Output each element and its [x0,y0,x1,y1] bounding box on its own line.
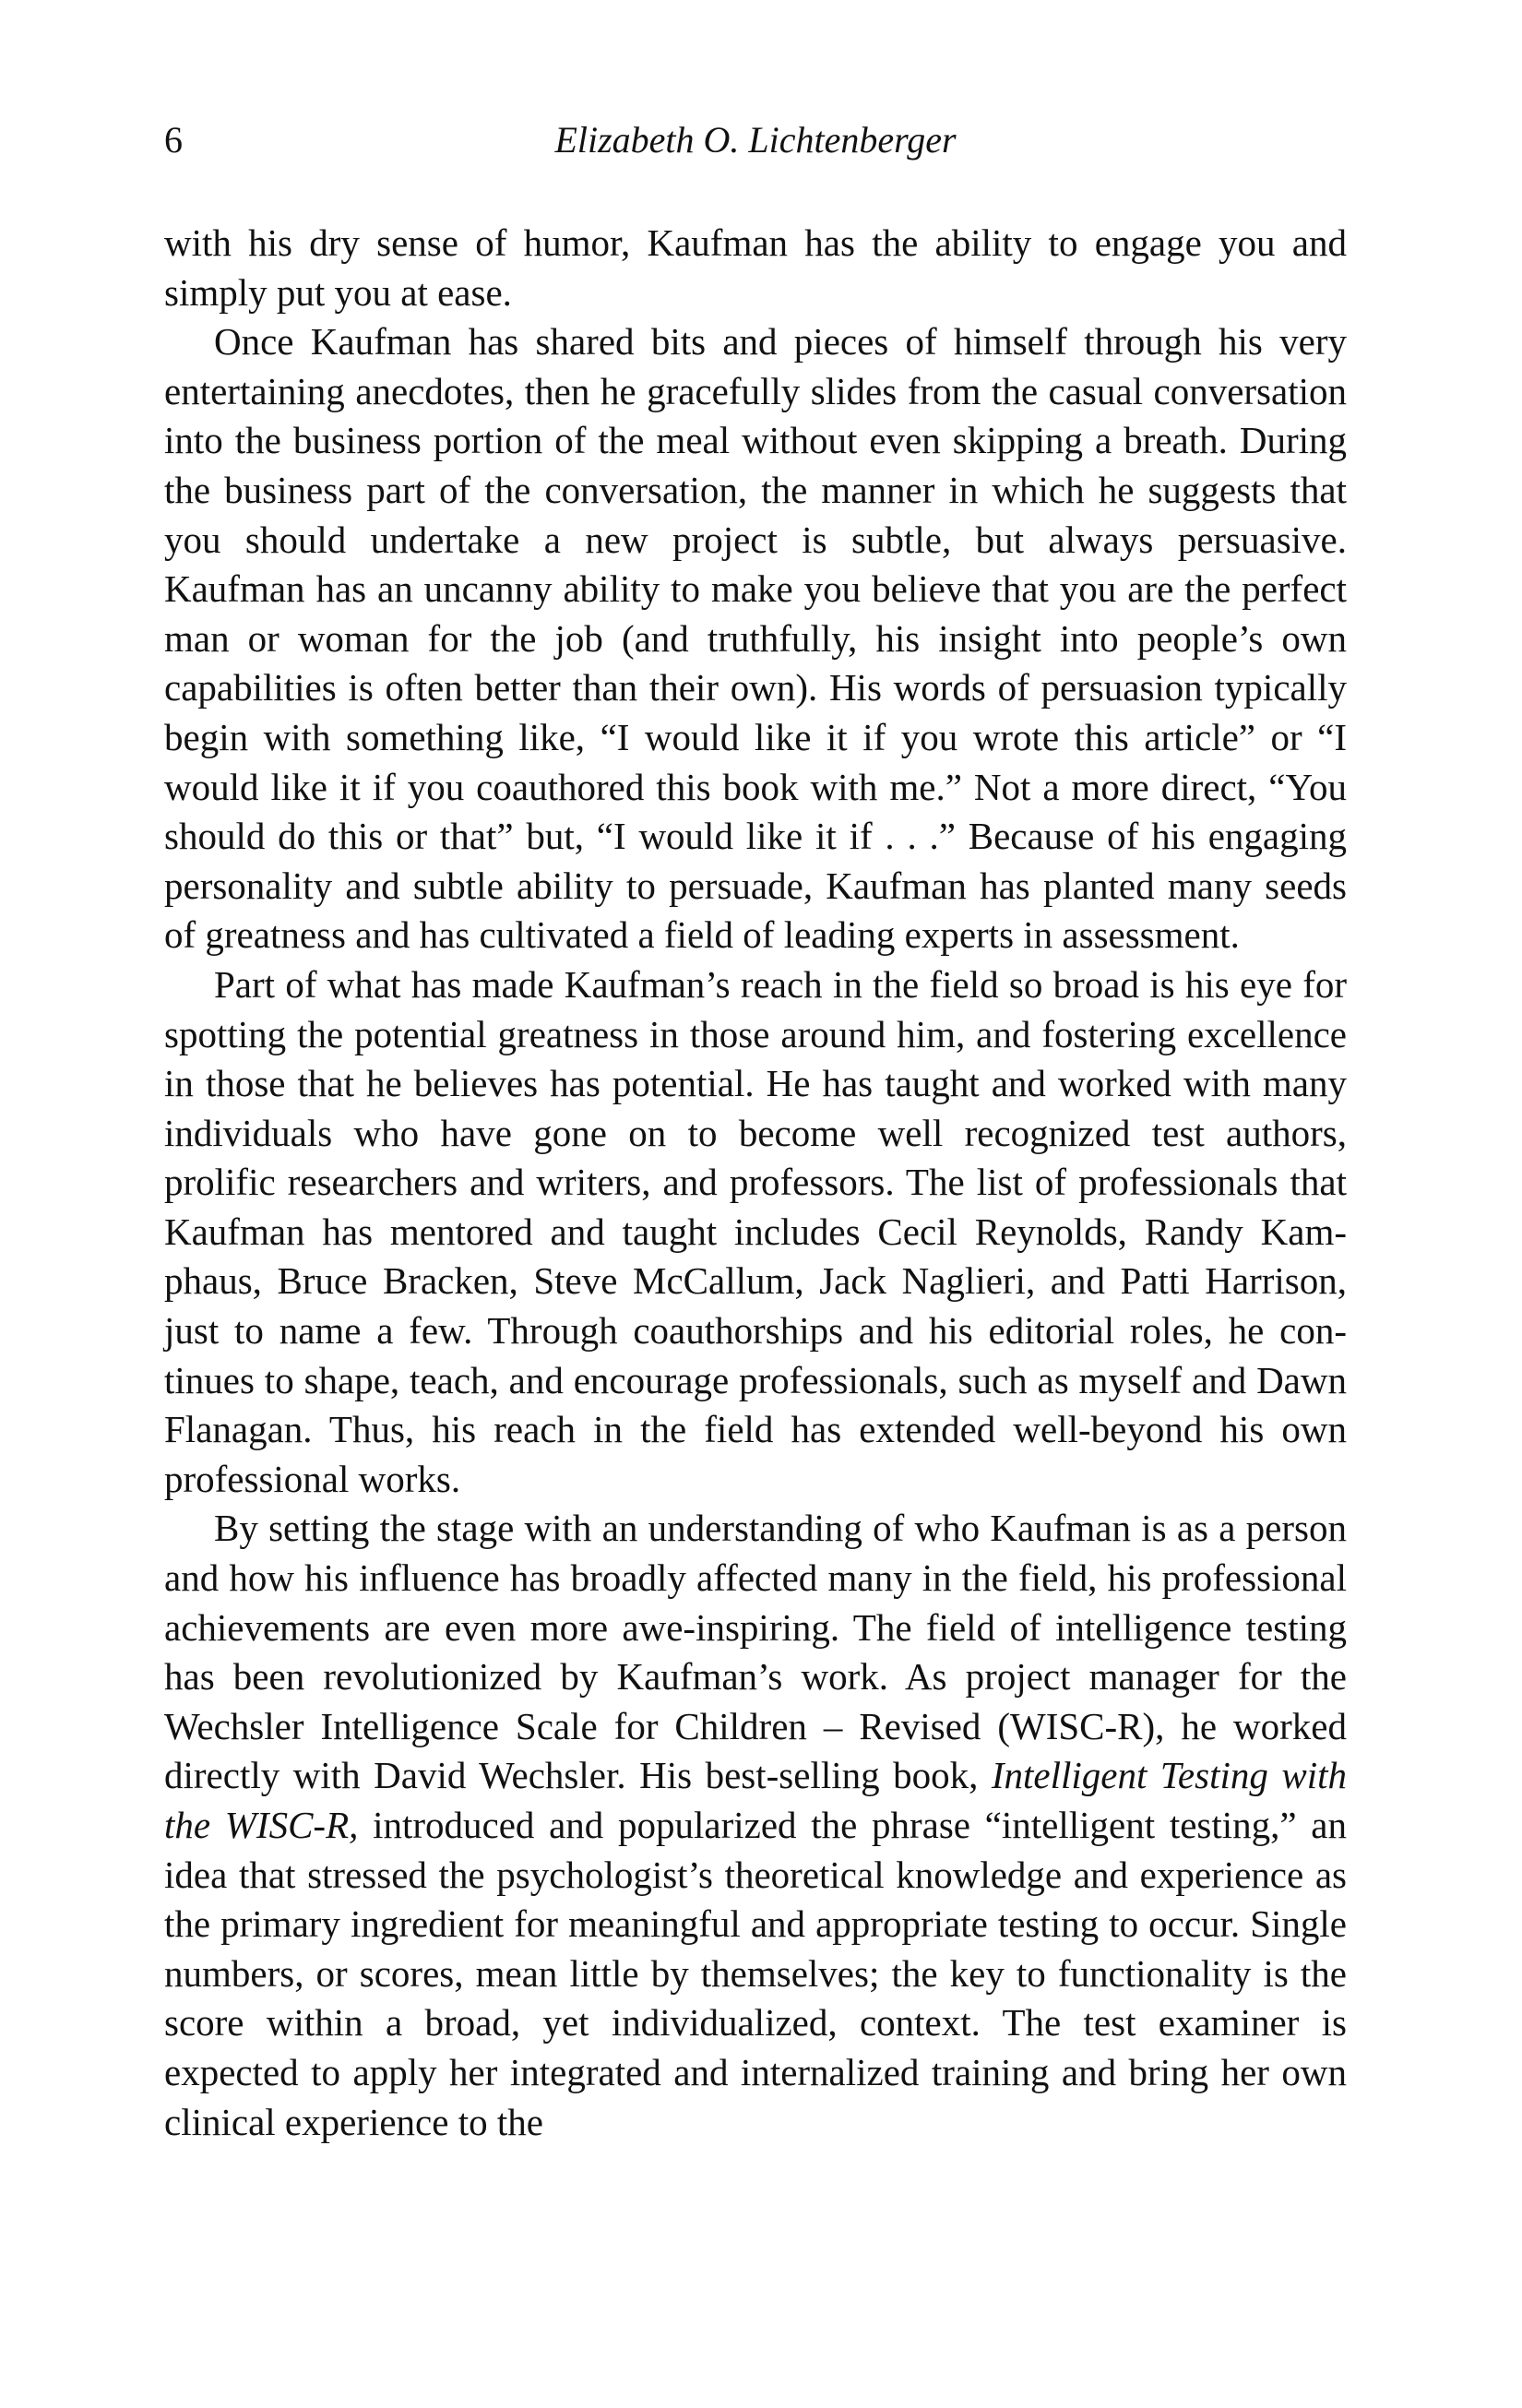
body-text [164,219,1347,2147]
paragraph-persuasion: Once Kaufman has shared bits and pieces of himself through his very entertaining anecdotes, then he gracefully slides from the casual conversation into the business portion of the meal without even skipping a breath. During the business part of the conversation, the manner in which he suggests that you should undertake a new project is subtle, but always persuasive. Kaufman has an uncanny ability to make you believe that you are the perfect man or woman for the job (and truthfully, his insight into people’s own capabilities is often better than their own). His words of persuasion typically begin with something like, “I would like it if you wrote this article” or “I would like it if you coauthored this book with me.” Not a more direct, “You should do this or that” but, “I would like it if . . .” Because of his engaging personality and subtle ability to persuade, Kaufman has planted many seeds of greatness and has cultivated a field of leading experts in assessment. [164,320,1347,957]
page-header [164,113,1347,168]
paragraph-text: introduced and popularized the phrase “intelligent testing,” an idea that stressed the psychologist’s theoretical knowledge and experience as the primary ingredient for meaningful and appropriate testing to occur. Single numbers, or scores, mean little by themselves; the key to functionality is the score within a broad, yet individualized, context. The test examiner is expected to apply her integrated and internalized training and bring her own clinical experience to the [164,1804,1347,2143]
paragraph-continued: with his dry sense of humor, Kaufman has the ability to engage you and simply put you at ease. [164,221,1347,314]
paragraph-achievements [164,1504,1347,2147]
paragraph-text: By setting the stage with an understanding of who Kaufman is as a person and how his influence has broadly affected many in the field, his professional achievements are even more awe-inspiring. The field of intelligence testing has been revolutionized by Kaufman’s work. As project manager for the Wechsler Intelligence Scale for Children – Revised (WISC-R), he worked directly with David Wechsler. His best-selling book, [164,1507,1347,1797]
book-title: Intelligent Testing with the WISC-R, [164,1754,1348,1846]
running-head: Elizabeth O. Lichtenberger [554,119,957,161]
page-number: 6 [164,119,183,161]
paragraph-mentoring: Part of what has made Kaufman’s reach in the field so broad is his eye for spotting the potential greatness in those around him, and fostering excellence in those that he believes has potential. He has taught and worked with many individuals who have gone on to become well recognized test authors, prolific researchers and writers, and professors. The list of professionals that Kaufman has mentored and taught includes Cecil Reynolds, Randy Kamphaus, Bruce Bracken, Steve McCallum, Jack Naglieri, and Patti Harrison, just to name a few. Through coauthorships and his editorial roles, he continues to shape, teach, and encourage professionals, such as myself and Dawn Flanagan. Thus, his reach in the field has extended well-beyond his own professional works. [164,962,1347,1500]
